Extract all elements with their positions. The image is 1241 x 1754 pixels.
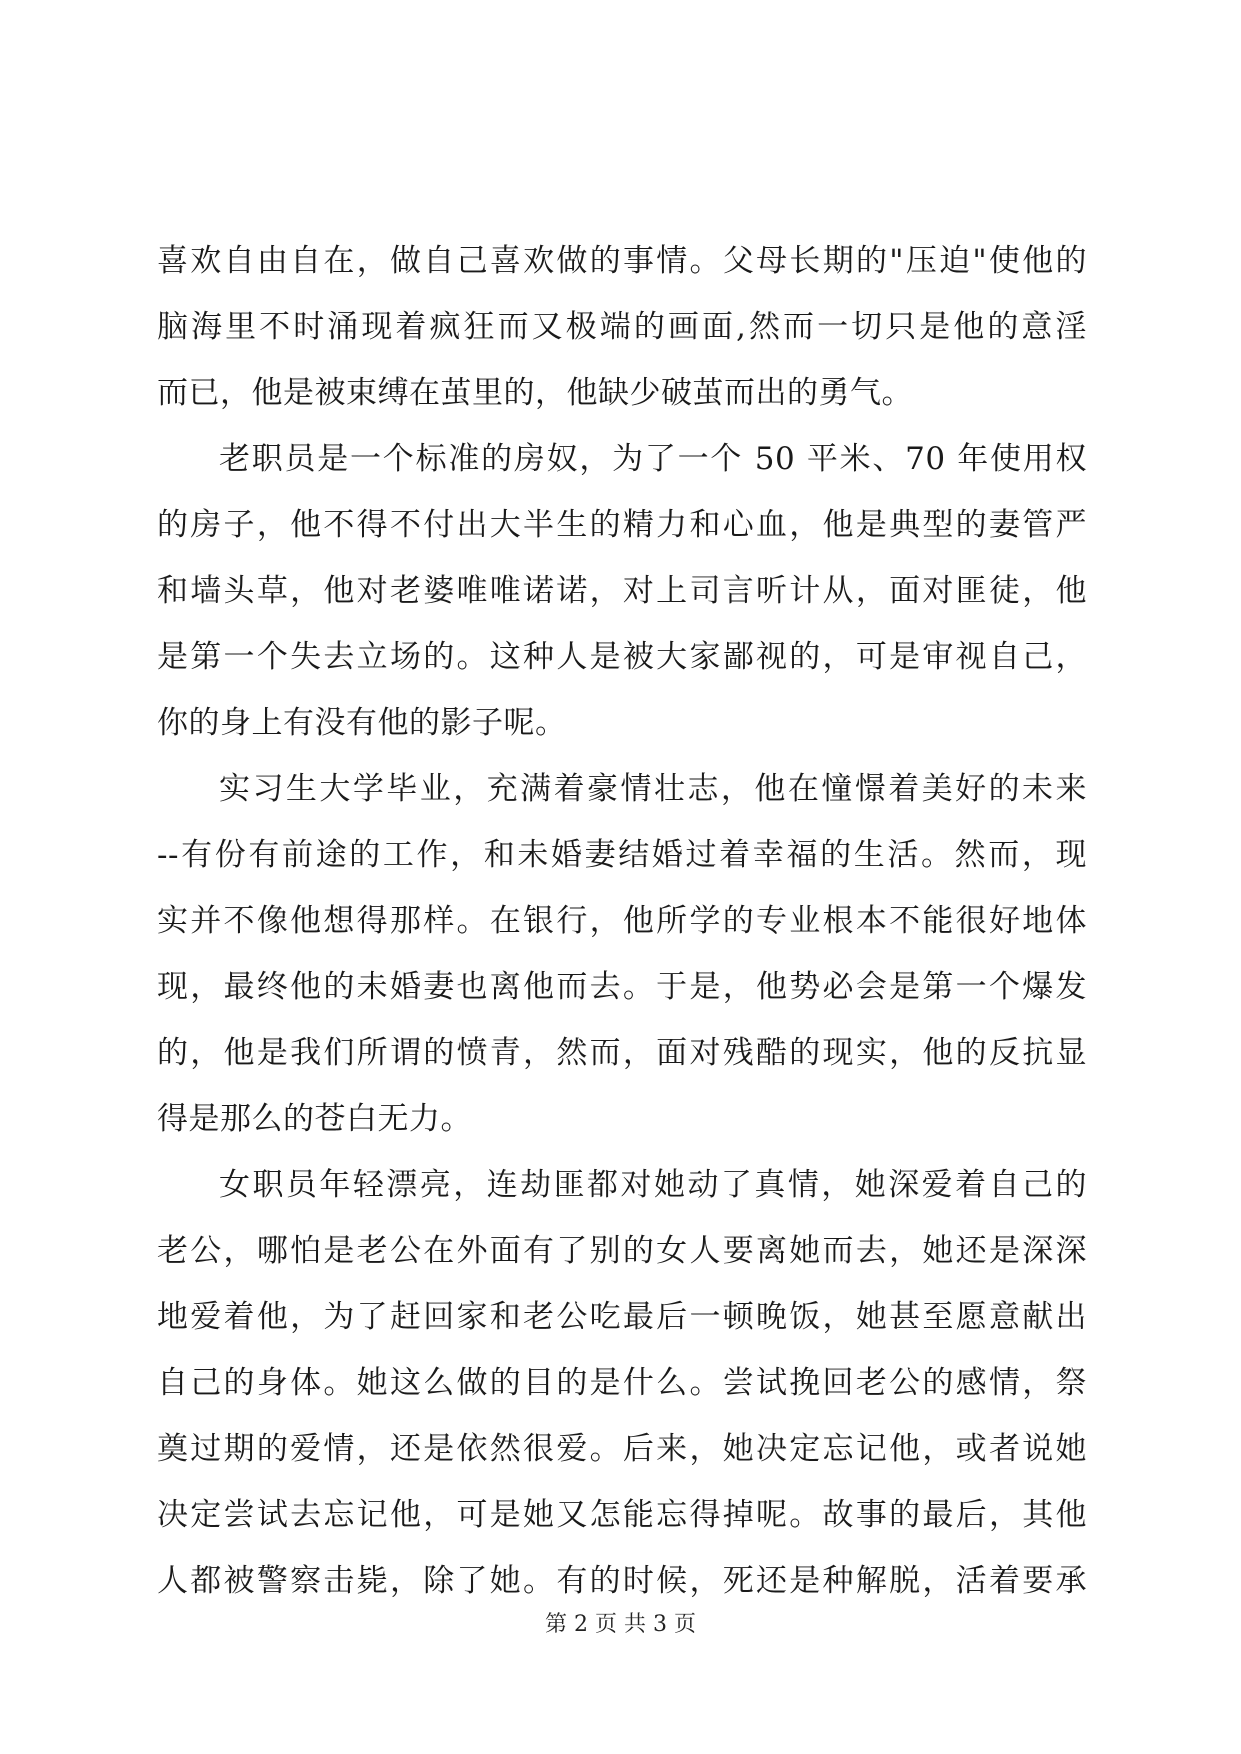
- text-line: 你的身上有没有他的影子呢。: [157, 705, 567, 741]
- text-line: 老公，哪怕是老公在外面有了别的女人要离她而去，她还是深深: [157, 1233, 1087, 1269]
- text-line: 女职员年轻漂亮，连劫匪都对她动了真情，她深爱着自己的: [219, 1167, 1087, 1203]
- text-line: --有份有前途的工作，和未婚妻结婚过着幸福的生活。然而，现: [157, 837, 1087, 873]
- paragraph-2: [157, 426, 1087, 756]
- document-body: [157, 228, 1087, 1614]
- text-line: 实并不像他想得那样。在银行，他所学的专业根本不能很好地体: [157, 903, 1087, 939]
- text-line: 的房子，他不得不付出大半生的精力和心血，他是典型的妻管严: [157, 507, 1087, 543]
- text-line: 人都被警察击毙，除了她。有的时候，死还是种解脱，活着要承: [157, 1563, 1087, 1599]
- text-line: 地爱着他，为了赶回家和老公吃最后一顿晚饭，她甚至愿意献出: [157, 1299, 1087, 1335]
- text-line: 和墙头草，他对老婆唯唯诺诺，对上司言听计从，面对匪徒，他: [157, 573, 1087, 609]
- text-line: 喜欢自由自在，做自己喜欢做的事情。父母长期的"压迫"使他的: [157, 243, 1087, 279]
- text-line: 实习生大学毕业，充满着豪情壮志，他在憧憬着美好的未来: [219, 771, 1087, 807]
- paragraph-4: [157, 1152, 1087, 1614]
- text-line: 而已，他是被束缚在茧里的，他缺少破茧而出的勇气。: [157, 375, 913, 411]
- text-line: 脑海里不时涌现着疯狂而又极端的画面,然而一切只是他的意淫: [157, 309, 1087, 345]
- text-line: 老职员是一个标准的房奴，为了一个 50 平米、70 年使用权: [219, 441, 1087, 477]
- text-line: 自己的身体。她这么做的目的是什么。尝试挽回老公的感情，祭: [157, 1365, 1087, 1401]
- text-line: 得是那么的苍白无力。: [157, 1101, 472, 1137]
- text-line: 的，他是我们所谓的愤青，然而，面对残酷的现实，他的反抗显: [157, 1035, 1087, 1071]
- page-number-footer: 第 2 页 共 3 页: [545, 1612, 696, 1637]
- text-line: 现，最终他的未婚妻也离他而去。于是，他势必会是第一个爆发: [157, 969, 1087, 1005]
- text-line: 决定尝试去忘记他，可是她又怎能忘得掉呢。故事的最后，其他: [157, 1497, 1087, 1533]
- text-line: 是第一个失去立场的。这种人是被大家鄙视的，可是审视自己，: [157, 639, 1087, 675]
- text-line: 奠过期的爱情，还是依然很爱。后来，她决定忘记他，或者说她: [157, 1431, 1087, 1467]
- paragraph-3: [157, 756, 1087, 1152]
- paragraph-1: [157, 228, 1087, 426]
